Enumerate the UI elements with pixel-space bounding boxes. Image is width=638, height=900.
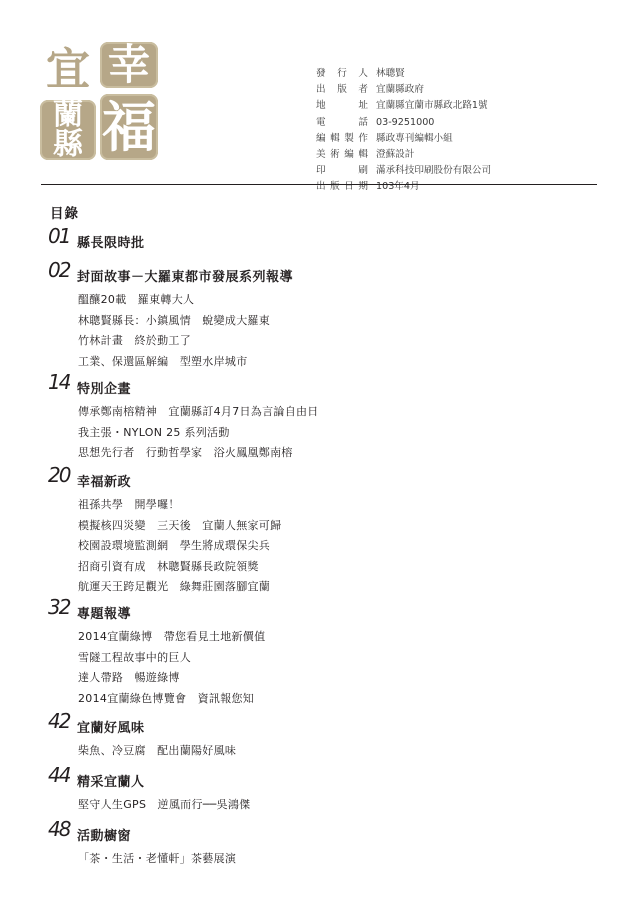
info-row-art-editor (316, 147, 491, 163)
section-page-number: 02 (48, 258, 70, 282)
toc-item: 2014宜蘭綠博 帶您看見土地新價值 (78, 630, 266, 643)
info-value: 03-9251000 (376, 116, 435, 128)
info-label: 發行人 (316, 68, 368, 79)
logo-seal (38, 42, 162, 162)
section-page-number: 20 (48, 463, 70, 487)
info-value: 宜蘭縣政府 (376, 84, 424, 96)
section-title: 專題報導 (77, 607, 132, 622)
info-row-date (316, 179, 491, 195)
toc-item: 林聰賢縣長：小鎮風情 蛻變成大羅東 (78, 313, 271, 327)
section-title: 宜蘭好風味 (77, 721, 145, 736)
section-title: 特別企畫 (77, 382, 132, 397)
section-page-number: 48 (48, 817, 70, 841)
info-row-editor (316, 131, 491, 147)
info-label: 編輯製作 (316, 132, 368, 144)
seal-char-lan: 蘭 (53, 97, 83, 132)
info-value: 林聰賢 (376, 68, 405, 79)
seal-char-fu: 福 (102, 95, 156, 159)
toc-item: 工業、保還區解編 型塑水岸城市 (78, 354, 248, 368)
toc-title: 目錄 (50, 206, 79, 222)
section-title: 精采宜蘭人 (77, 775, 145, 790)
info-value: 縣政專刊編輯小組 (376, 132, 453, 144)
toc-item: 「茶・生活・老懂軒」茶藝展演 (78, 852, 237, 865)
section-title: 封面故事－大羅東都市發展系列報導 (77, 270, 294, 285)
publication-info (316, 66, 491, 196)
toc-item: 我主張・NYLON 25 系列活動 (78, 425, 230, 439)
toc-item: 達人帶路 暢遊綠博 (78, 671, 180, 684)
section-title: 幸福新政 (77, 475, 132, 490)
toc-item: 祖孫共學 開學囉！ (78, 498, 180, 511)
info-label: 美術編輯 (316, 149, 368, 161)
section-page-number: 44 (48, 763, 70, 787)
info-value: 宜蘭縣宜蘭市縣政北路1號 (376, 100, 488, 112)
toc-item: 航運天王跨足觀光 綠舞莊園落腳宜蘭 (78, 580, 271, 593)
section-page-number: 32 (48, 595, 70, 619)
section-page-number: 42 (48, 709, 70, 733)
toc-item: 堅守人生GPS 逆風而行──吳鴻傑 (78, 798, 251, 811)
info-label: 印刷 (316, 165, 368, 177)
section-title: 縣長限時批 (77, 236, 145, 251)
info-label: 電話 (316, 116, 368, 128)
toc-item: 柴魚、冷豆腐 配出蘭陽好風味 (78, 744, 237, 757)
info-value: 滿承科技印刷股份有限公司 (376, 165, 492, 177)
info-row-address (316, 98, 491, 114)
toc-item: 傳承鄭南榕精神 宜蘭縣訂4月7日為言論自由日 (78, 405, 319, 418)
info-row-issuer (316, 82, 491, 98)
section-page-number: 01 (48, 224, 70, 248)
info-label: 出版日期 (316, 181, 368, 193)
section-title: 活動櫥窗 (77, 829, 132, 844)
toc-item: 校園設環境監測網 學生將成環保尖兵 (78, 539, 271, 552)
toc-item: 思想先行者 行動哲學家 浴火鳳凰鄭南榕 (78, 446, 293, 459)
seal-char-xing: 幸 (107, 40, 150, 89)
info-label: 地址 (316, 100, 368, 112)
toc-item: 竹林計畫 終於動工了 (78, 334, 191, 347)
info-row-publisher (316, 66, 491, 82)
seal-char-xian: 縣 (53, 127, 83, 162)
toc-item: 模擬核四災變 三天後 宜蘭人無家可歸 (78, 518, 282, 532)
seal-char-yi: 宜 (46, 44, 90, 95)
toc-item: 雪隧工程故事中的巨人 (78, 650, 191, 664)
header-divider (41, 184, 597, 185)
toc-item: 2014宜蘭綠色博覽會 資訊報您知 (78, 691, 255, 705)
info-label: 出版者 (316, 84, 368, 96)
info-value: 103年4月 (376, 181, 420, 193)
info-row-phone (316, 115, 491, 131)
section-page-number: 14 (48, 370, 70, 394)
toc-item: 醞釀20載 羅東轉大人 (78, 293, 195, 306)
toc-item: 招商引資有成 林聰賢縣長政院領獎 (78, 559, 259, 573)
info-value: 澄蘇設計 (376, 149, 415, 161)
info-row-printer (316, 163, 491, 179)
